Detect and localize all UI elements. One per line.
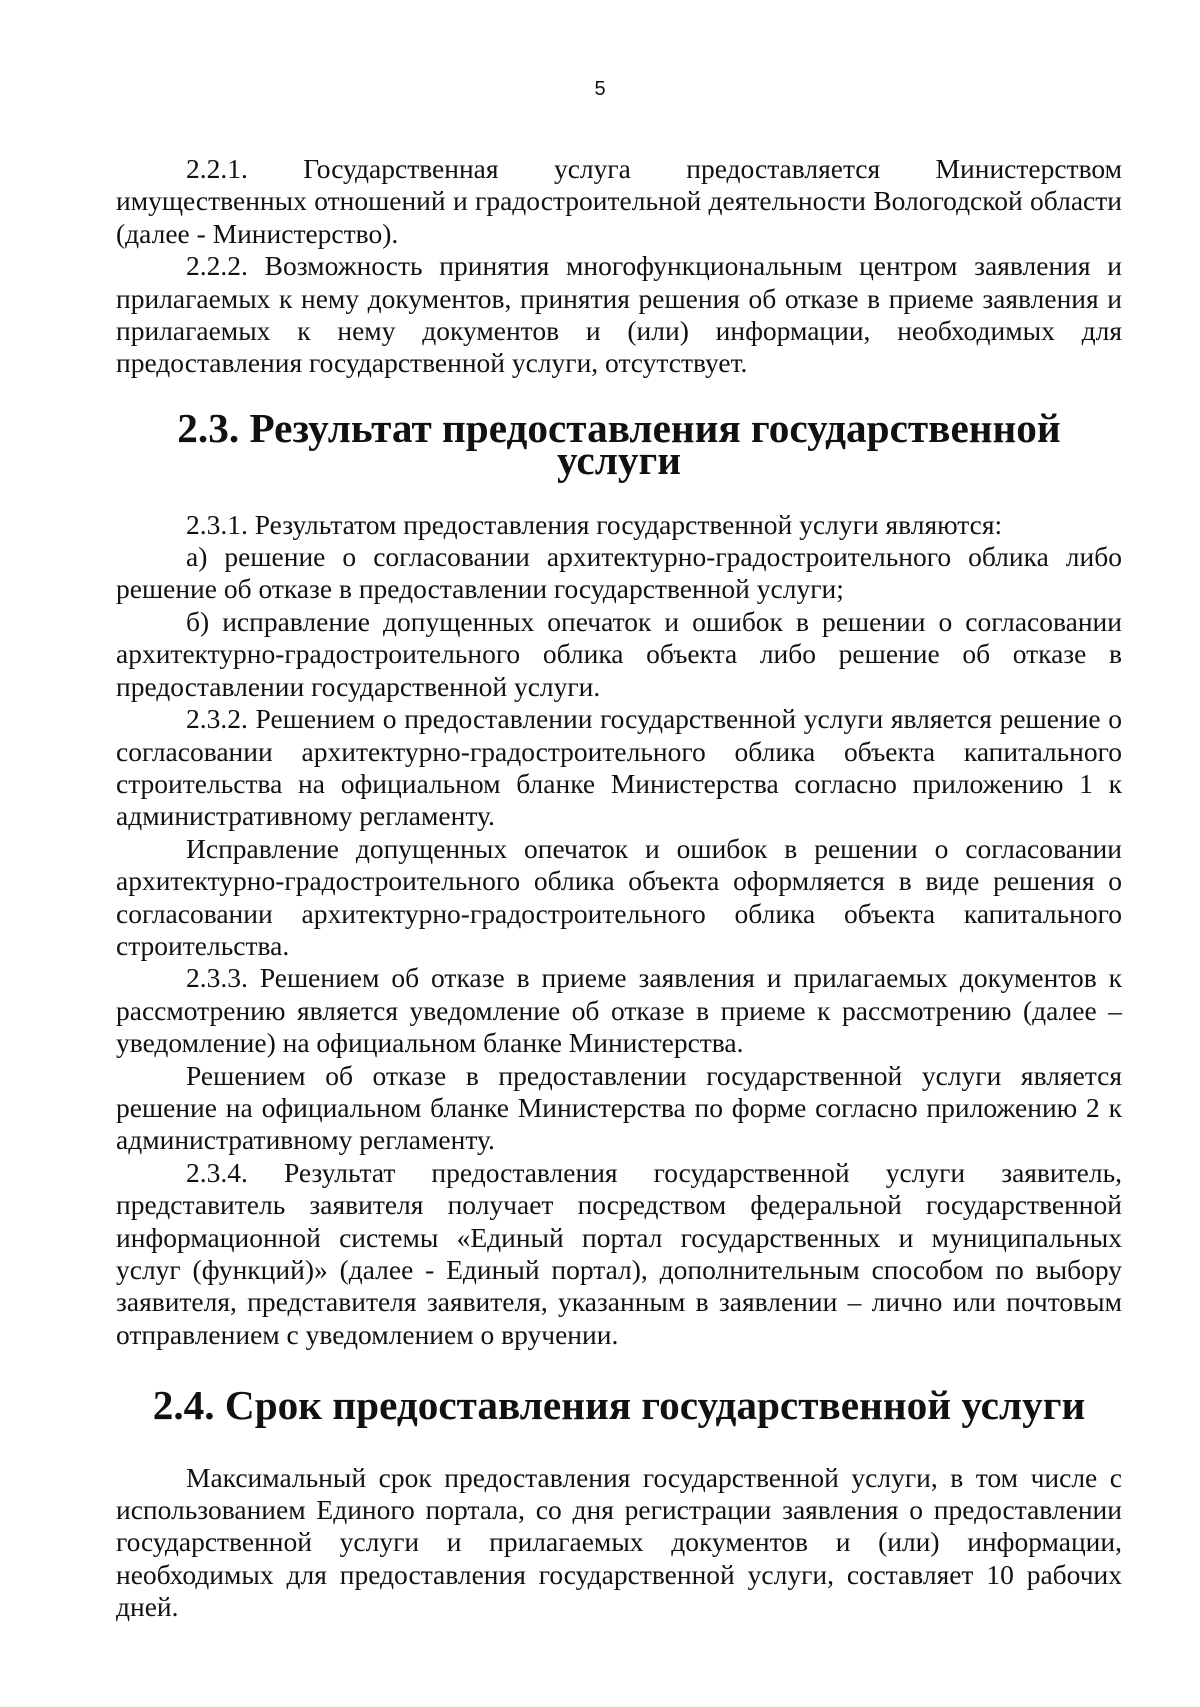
paragraph-2-3-1: 2.3.1. Результатом предоставления государственной услуги являются: [186, 508, 1003, 540]
section-heading-2-3: 2.3. Результат предоставления государственной услуги [177, 404, 1061, 484]
document-body [116, 153, 1122, 1624]
paragraph-2-2-1: 2.2.1. Государственная услуга предоставляется Министерством имущественных отношений и градостроительной деятельности Вологодской области (далее - Министерство). [116, 153, 1122, 249]
paragraph-2-3-2: 2.3.2. Решением о предоставлении государственной услуги является решение о согласовании архитектурно-градостроительного облика объекта капитального строительства на официальном бланке Министерства согласно приложению 1 к административному регламенту. [116, 703, 1122, 832]
paragraph-2-3-1-a: а) решение о согласовании архитектурно-градостроительного облика либо решение об отказе в предоставлении государственной услуги; [116, 541, 1122, 605]
page-number: 5 [594, 78, 606, 100]
section-2-4-body [116, 1462, 1122, 1624]
paragraph-2-3-4: 2.3.4. Результат предоставления государственной услуги заявитель, представитель заявителя получает посредством федеральной государственной информационной системы «Единый портал государственных и муниципальных услуг (функций)» (далее - Единый портал), дополнительным способом по выбору заявителя, представителя заявителя, указанным в заявлении – лично или почтовым отправлением с уведомлением о вручении. [116, 1156, 1122, 1350]
section-2-3-body [116, 509, 1122, 1352]
paragraph-2-2-2: 2.2.2. Возможность принятия многофункциональным центром заявления и прилагаемых к нему документов, принятия решения об отказе в приеме заявления и прилагаемых к нему документов и (или) информации, необходимых для предоставления государственной услуги, отсутствует. [116, 250, 1122, 379]
paragraph-2-3-2-correction: Исправление допущенных опечаток и ошибок в решении о согласовании архитектурно-градостроительного облика объекта оформляется в виде решения о согласовании архитектурно-градостроительного облика объекта капитального строительства. [116, 832, 1122, 961]
section-heading-2-4: 2.4. Срок предоставления государственной услуги [152, 1382, 1086, 1429]
paragraph-2-3-3-refusal: Решением об отказе в предоставлении государственной услуги является решение на официальном бланке Министерства по форме согласно приложению 2 к административному регламенту. [116, 1059, 1122, 1156]
paragraph-2-3-3: 2.3.3. Решением об отказе в приеме заявления и прилагаемых документов к рассмотрению является уведомление об отказе в приеме к рассмотрению (далее – уведомление) на официальном бланке Министерства. [116, 962, 1122, 1059]
paragraph-2-4-term: Максимальный срок предоставления государственной услуги, в том числе с использованием Единого портала, со дня регистрации заявления о предоставлении государственной услуги и прилагаемых документов и (или) информации, необходимых для предоставления государственной услуги, составляет 10 рабочих дней. [116, 1461, 1122, 1623]
paragraph-2-3-1-b: б) исправление допущенных опечаток и ошибок в решении о согласовании архитектурно-градостроительного облика объекта либо решение об отказе в предоставлении государственной услуги. [116, 605, 1122, 702]
